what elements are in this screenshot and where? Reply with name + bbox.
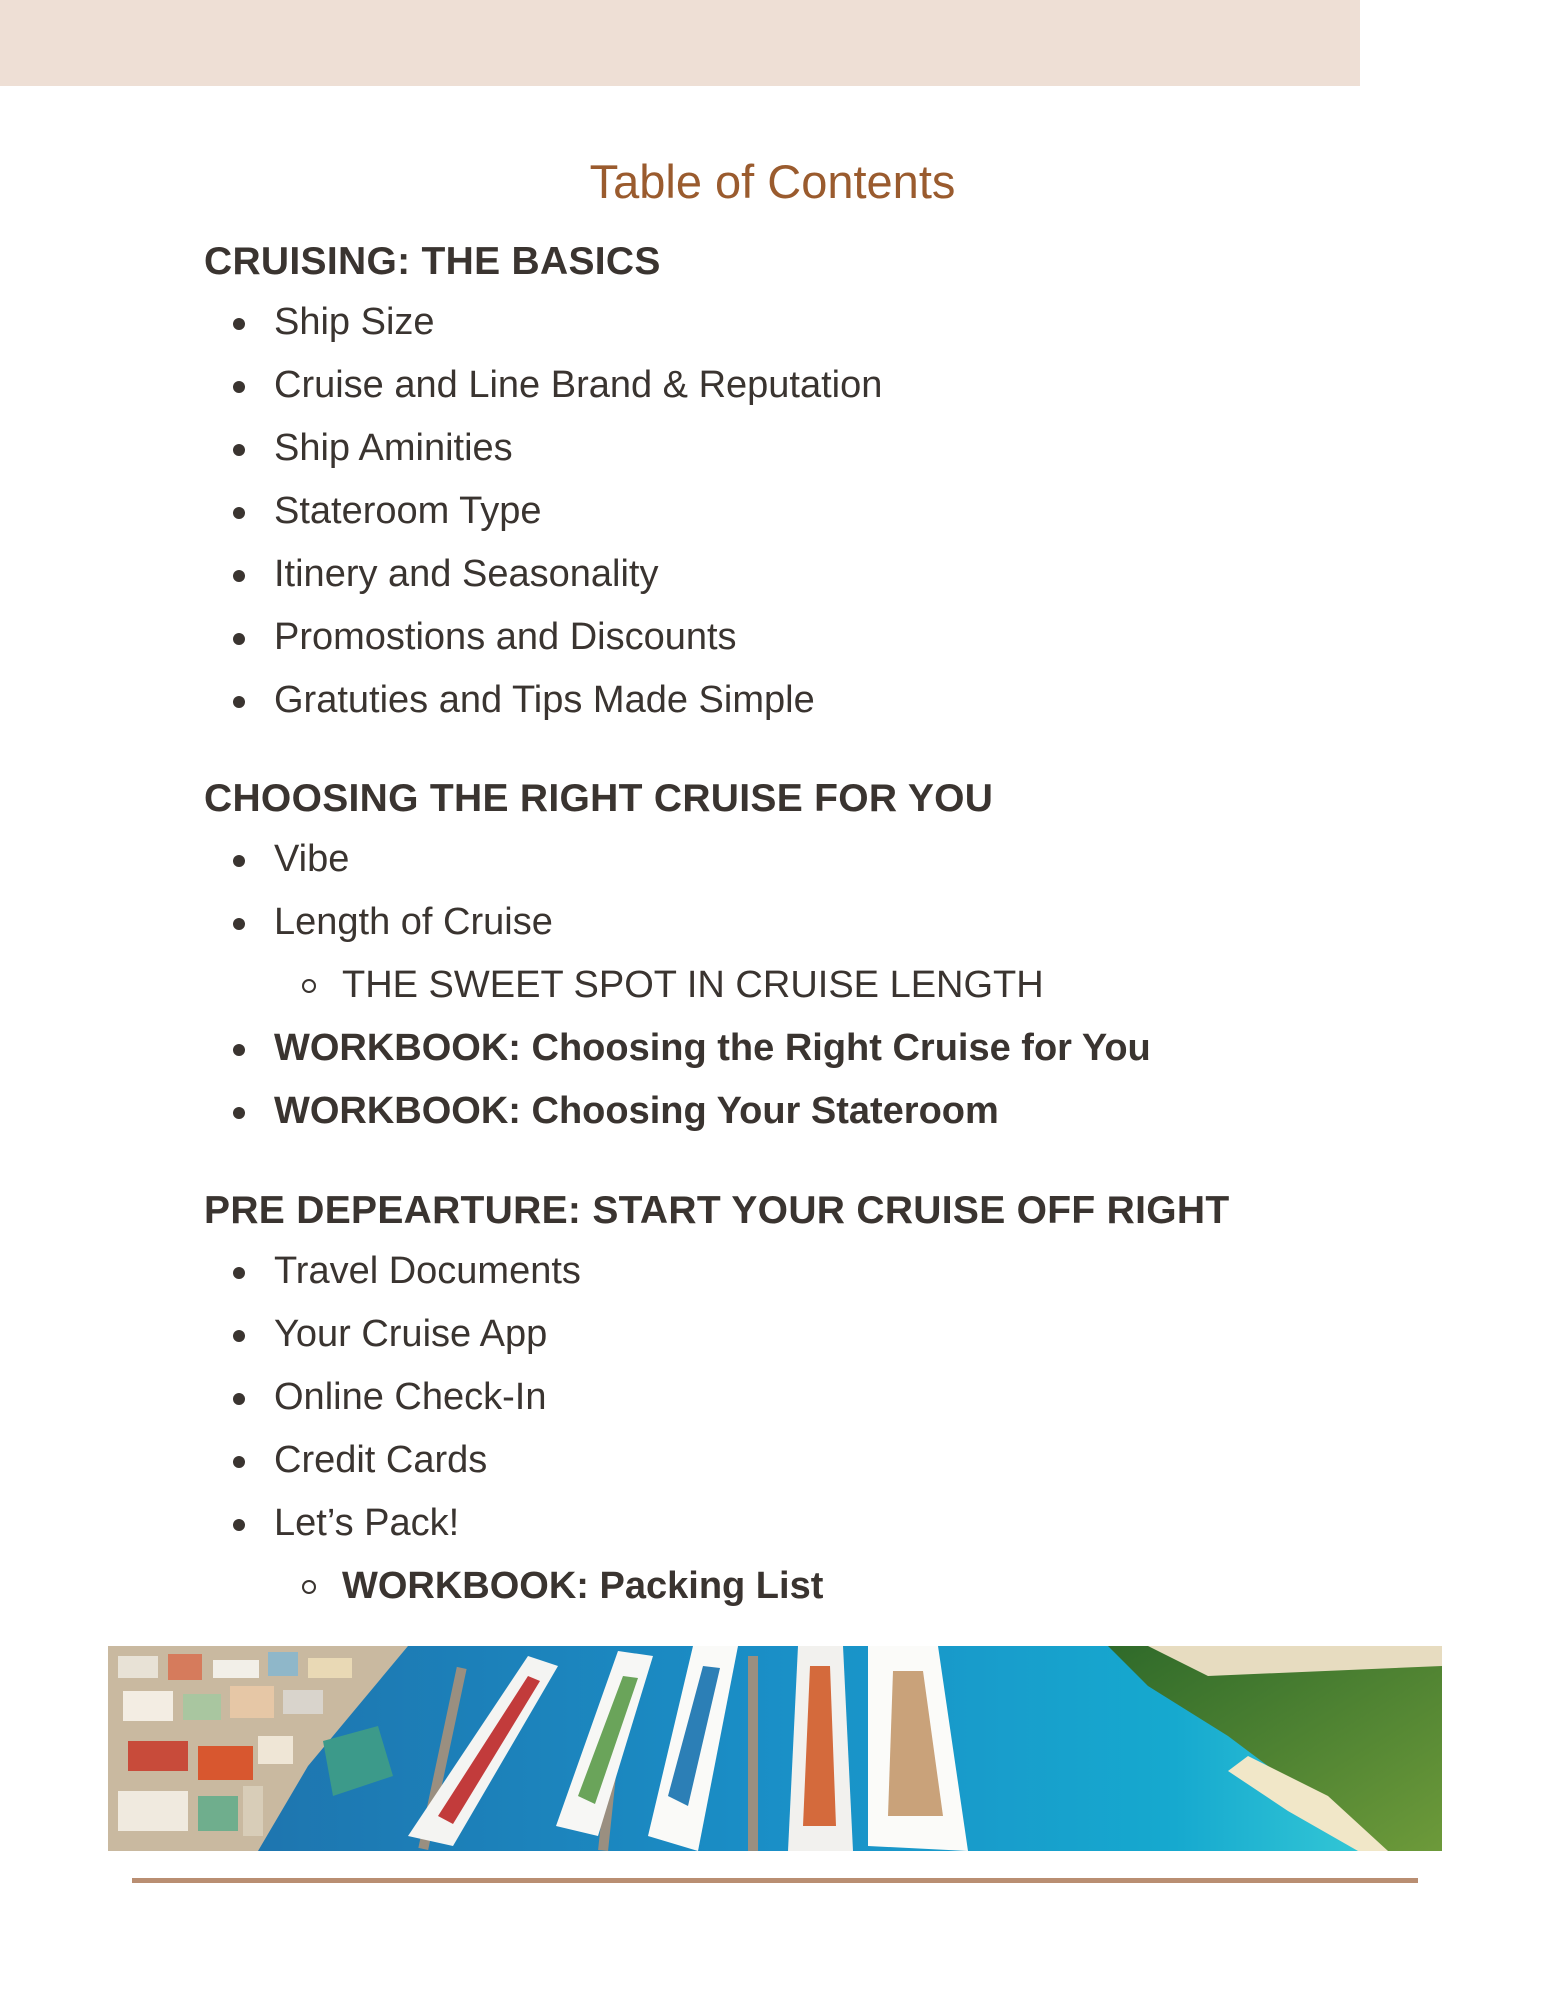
toc-workbook-subitem[interactable]: WORKBOOK: Packing List — [204, 1560, 1404, 1623]
toc-item[interactable]: Travel Documents — [204, 1245, 1404, 1308]
toc-subitem[interactable]: THE SWEET SPOT IN CRUISE LENGTH — [204, 959, 1404, 1022]
toc-item[interactable]: Itinery and Seasonality — [204, 548, 1404, 611]
toc-workbook-item[interactable]: WORKBOOK: Choosing the Right Cruise for You — [204, 1022, 1404, 1085]
toc-item[interactable]: Let’s Pack! — [204, 1497, 1404, 1560]
section-heading: PRE DEPEARTURE: START YOUR CRUISE OFF RIGHT — [204, 1189, 1230, 1232]
toc-item[interactable]: Length of Cruise — [204, 896, 1404, 959]
toc-item[interactable]: Promostions and Discounts — [204, 611, 1404, 674]
toc-item[interactable]: Vibe — [204, 833, 1404, 896]
section-list — [204, 1245, 1404, 1623]
toc-item[interactable]: Your Cruise App — [204, 1308, 1404, 1371]
footer-divider — [132, 1878, 1418, 1883]
cruise-port-banner-image — [108, 1646, 1442, 1851]
section-list — [204, 296, 1404, 737]
header-band — [0, 0, 1360, 86]
section-heading: CHOOSING THE RIGHT CRUISE FOR YOU — [204, 777, 994, 820]
toc-section-predeparture — [204, 1185, 1404, 1623]
toc-item[interactable]: Ship Aminities — [204, 422, 1404, 485]
toc-item[interactable]: Cruise and Line Brand & Reputation — [204, 359, 1404, 422]
section-list — [204, 833, 1404, 1148]
page-title: Table of Contents — [589, 155, 956, 208]
toc-item[interactable]: Gratuties and Tips Made Simple — [204, 674, 1404, 737]
toc-item[interactable]: Ship Size — [204, 296, 1404, 359]
toc-section-choosing — [204, 773, 1404, 1148]
toc-workbook-item[interactable]: WORKBOOK: Choosing Your Stateroom — [204, 1085, 1404, 1148]
toc-section-basics — [204, 236, 1404, 737]
section-heading: CRUISING: THE BASICS — [204, 240, 661, 283]
toc-item[interactable]: Credit Cards — [204, 1434, 1404, 1497]
toc-item[interactable]: Online Check-In — [204, 1371, 1404, 1434]
toc-item[interactable]: Stateroom Type — [204, 485, 1404, 548]
